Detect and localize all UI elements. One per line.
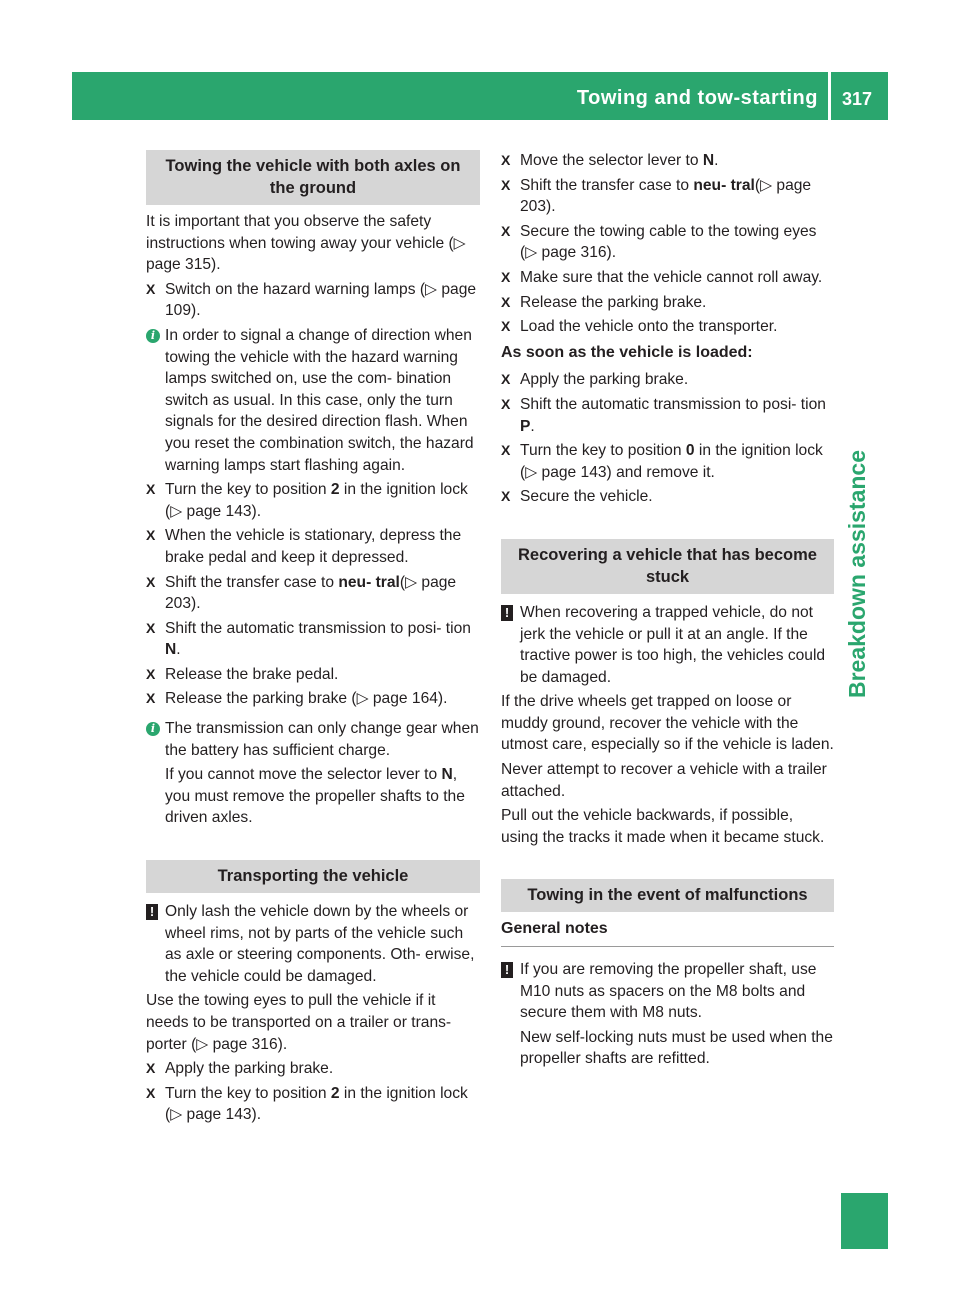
instruction-step: X Release the brake pedal. [146, 664, 480, 686]
instruction-step: X Secure the vehicle. [501, 486, 834, 508]
info-icon: i [146, 722, 160, 736]
instruction-step: X Shift the transfer case to neu- tral(▷ page 203). [501, 176, 812, 216]
instruction-step: X Turn the key to position 2 in the ignition lock (▷ page 143). [146, 1084, 468, 1124]
step-arrow-icon: X [501, 293, 511, 310]
section-heading-transporting: Transporting the vehicle [146, 860, 480, 893]
section-heading-malfunctions: Towing in the event of malfunctions [501, 879, 834, 912]
section-heading-towing-both-axles: Towing the vehicle with both axles on the ground [146, 150, 480, 205]
transport-paragraph: Use the towing eyes to pull the vehicle if it needs to be transported on a trailer or trans- porter (▷ page 316). [146, 992, 452, 1053]
recovery-paragraph: Never attempt to recover a vehicle with a trailer attached. [501, 761, 827, 800]
step-arrow-icon: X [501, 318, 511, 335]
instruction-step: X Switch on the hazard warning lamps (▷ page 109). [146, 280, 477, 320]
instruction-step: X Apply the parking brake. [501, 369, 834, 391]
loaded-subheading: As soon as the vehicle is loaded: [501, 343, 753, 361]
instruction-step: X When the vehicle is stationary, depress the brake pedal and keep it depressed. [146, 527, 462, 566]
step-arrow-icon: X [146, 481, 156, 498]
step-arrow-icon: X [146, 1060, 156, 1077]
instruction-step: X Load the vehicle onto the transporter. [501, 316, 834, 338]
step-arrow-icon: X [501, 371, 511, 388]
warning-note: ! If you are removing the propeller shaft, use M10 nuts as spacers on the M8 bolts and secure them with M8 nuts. New self-locking nuts must be used when the propeller shafts are refitted. [501, 959, 834, 1070]
instruction-step: X Secure the towing cable to the towing eyes (▷ page 316). [501, 222, 817, 262]
instruction-step: X Release the parking brake. [501, 292, 834, 314]
step-arrow-icon: X [501, 442, 511, 459]
section-heading-recovering: Recovering a vehicle that has become stuck [501, 539, 834, 594]
step-arrow-icon: X [146, 665, 156, 682]
info-icon: i [146, 329, 160, 343]
chapter-side-label: Breakdown assistance [844, 449, 870, 698]
general-notes-subheading: General notes [501, 918, 834, 947]
step-arrow-icon: X [501, 488, 511, 505]
instruction-step: X Shift the transfer case to neu- tral(▷ page 203). [146, 573, 457, 613]
chapter-tab-marker [841, 1193, 888, 1249]
step-arrow-icon: X [146, 527, 156, 544]
recovery-paragraph: Pull out the vehicle backwards, if possible, using the tracks it made when it became stuck. [501, 807, 825, 846]
warning-note: ! When recovering a trapped vehicle, do not jerk the vehicle or pull it at an angle. If the tractive power is too high, the vehicles could be damaged. [501, 602, 834, 688]
warning-icon: ! [501, 605, 513, 621]
warning-note: ! Only lash the vehicle down by the wheels or wheel rims, not by parts of the vehicle such as axle or steering components. Oth- erwise, the vehicle could be damaged. [146, 901, 480, 987]
instruction-step: X Shift the automatic transmission to posi- tion N. [146, 619, 471, 659]
step-arrow-icon: X [501, 176, 511, 193]
info-note: i The transmission can only change gear when the battery has sufficient charge. If you cannot move the selector lever to N, you must remove the propeller shafts to the driven axles. [146, 718, 480, 829]
instruction-step: X Release the parking brake (▷ page 164). [146, 688, 480, 710]
header-divider [828, 72, 831, 120]
warning-icon: ! [501, 962, 513, 978]
step-arrow-icon: X [146, 619, 156, 636]
instruction-step: X Shift the automatic transmission to posi- tion P. [501, 395, 826, 435]
step-arrow-icon: X [146, 1084, 156, 1101]
page-header-title: Towing and tow-starting [576, 87, 818, 109]
warning-icon: ! [146, 904, 158, 920]
instruction-step: X Make sure that the vehicle cannot roll away. [501, 267, 834, 289]
step-arrow-icon: X [501, 395, 511, 412]
step-arrow-icon: X [501, 222, 511, 239]
instruction-step: X Move the selector lever to N. [501, 150, 834, 172]
page-number: 317 [842, 89, 873, 109]
step-arrow-icon: X [146, 280, 156, 297]
step-arrow-icon: X [146, 573, 156, 590]
intro-paragraph: It is important that you observe the safety instructions when towing away your vehicle (▷ page 315). [146, 213, 466, 274]
instruction-step: X Turn the key to position 2 in the ignition lock (▷ page 143). [146, 481, 468, 520]
instruction-step: X Turn the key to position 0 in the ignition lock (▷ page 143) and remove it. [501, 442, 823, 481]
recovery-paragraph: If the drive wheels get trapped on loose or muddy ground, recover the vehicle with the utmost care, especially so if the vehicle is laden. [501, 693, 834, 754]
step-arrow-icon: X [146, 690, 156, 707]
step-arrow-icon: X [501, 268, 511, 285]
right-column [501, 150, 834, 1073]
instruction-step: X Apply the parking brake. [146, 1058, 480, 1080]
info-note: i In order to signal a change of direction when towing the vehicle with the hazard warning lamps switched on, use the com- bination switch as usual. In this case, only the turn signals for the desired direction flash. When you reset the combination switch, the hazard warning lamps start flashing again. [146, 325, 480, 476]
step-arrow-icon: X [501, 152, 511, 168]
left-column [146, 150, 480, 1129]
